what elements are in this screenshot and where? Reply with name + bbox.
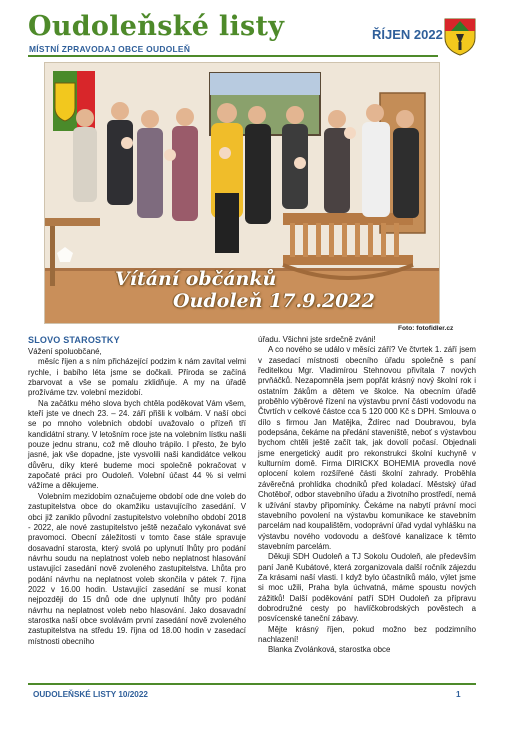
photo-caption-date: Oudoleň 17.9.2022 [173, 290, 375, 312]
village-coat-of-arms-icon [444, 18, 476, 56]
footer-divider [28, 683, 476, 685]
photo-caption-title: Vítání občánků [115, 268, 277, 290]
article-paragraph: A co nového se událo v měsíci září? Ve čtvrtek 1. září jsem v zasedací místnosti obecního úřadu společně s paní ředitelkou Mgr. Vladimírou Stehnovou přivítala 7 nových prvňáčků. Nezapomněla jsem popřát krásný nový školní rok i ostatním žákům a dětem ve školce. Na obecním úřadě proběhlo výběrové řízení na výstavbu první části vodovodu na Čtvrtích v celkové částce cca 5 120 000 Kč s DPH. Smlouva o dílo s firmou Jan Matějka, Ždírec nad Doubravou, byla podepsána, čekáme na předání staveniště, neboť s výstavbou bychom chtěli ještě začít tak, jak dovolí počasí. Objednali jsme energetický audit pro rekonstrukci školní kuchyně v kulturním domě. Firma DIRICKX BOHEMIA provedla nové oplocení kolem rozšířené části školní zahrady. Proběhla závěrečná prohlídka chodníků před koladací. Městský úřad Chotěboř, odbor stavebního úřadu a životního prostředí, nemá k užívání stavby připomínky. Čekáme na nabytí právní moci stavebního povolení na výstavbu komunikace ke stavebním parcelám nad koupalištěm, vodoprávní úřad vydal vyhlášku na výstavbu nového vodovodu a dešťové kanalizace k těmto stavebním parcelám. [258, 345, 477, 551]
article-paragraph: Mějte krásný říjen, pokud možno bez podzimního nachlazení! [258, 624, 476, 644]
article-column-right [258, 335, 476, 656]
newsletter-title: Oudoleňské listy [28, 11, 285, 42]
article-greeting: Vážení spoluobčané, [28, 347, 102, 356]
article-paragraph: úřadu. Všichni jste srdečně zváni! [258, 335, 376, 344]
newsletter-subtitle: MÍSTNÍ ZPRAVODAJ OBCE OUDOLEŇ [29, 44, 191, 54]
page-number: 1 [456, 690, 461, 699]
article-heading: SLOVO STAROSTKY [28, 335, 120, 345]
article-paragraph: Děkuji SDH Oudoleň a TJ Sokolu Oudoleň, ale především paní Janě Kubátové, která zorganizovala další ročník zájezdu Za krásami naší vlasti. I když bylo účastníků málo, výlet jsme si moc užili, Praha byla úchvatná, máme spoustu nových zážitků! Další poděkování patří SDH Oudoleň za přípravu dobrodružné cesty po havlíčkobrodských pověstech a posvícenské taneční zábavy. [258, 552, 476, 624]
article-paragraph: Volebním mezidobím označujeme období ode dne voleb do zastupitelstva obce do okamžiku ustavujícího zasedání. V obci již zaniklo původní zastupitelstvo volebního období 2018 - 2022, ale nové zastupitelstvo ještě nezačalo vykonávat své pravomoci. Obecní záležitosti v tomto čase stále spravuje dosavadní starosta, který svolá po uplynutí lhůty pro podání návrhu soudu na neplatnost voleb nebo neplatnost hlasování ustavující zasedání nově zvoleného zastupitelstva. Lhůta pro podání návrhu na neplatnost voleb skončila v pátek 7. října 2022 v 16.00 hodin. Ustavující zasedání se musí konat nejpozději do 15 dnů ode dne uplynutí lhůty pro podání návrhu na neplatnost voleb nebo hlasování. Jako dosavadní starostka naší obce svolávám první zasedání nově zvoleného zastupitelstva na středu 19. října od 18.00 hodin v zasedací místnosti obecního [28, 491, 246, 646]
photo-credit: Foto: fotofidler.cz [398, 325, 454, 332]
footer-issue-label: OUDOLEŇSKÉ LISTY 10/2022 [33, 690, 148, 699]
issue-date: ŘÍJEN 2022 [372, 27, 443, 42]
masthead-divider [28, 55, 438, 57]
article-paragraph: měsíc říjen a s ním přicházející podzim k nám zavítal velmi rychle, i babího léta jsme se dočkali. Příroda se začíná zbarvovat a vše se pomalu zklidňuje. A my na úřadě prožíváme tzv. volební mezidobí. [28, 357, 246, 398]
article-column-left [28, 335, 246, 647]
article-signature: Blanka Zvolánková, starostka obce [268, 645, 391, 655]
article-paragraph: Na začátku mého slova bych chtěla poděkovat Vám všem, kteří jste ve dnech 23. – 24. září přišli k volbám. V naší obci se po mnoho volebních období uvažovalo o přízeň tří kandidátní strany. V letošním roce jste na volebním lístku našli pouze jednu stranu, což mě dlouho trápilo. I přesto, že bylo jasné, jak vše dopadne, jste vysvolili naši kandidátce velkou důvěru, díky které budeme moci společně pokračovat v započaté práci pro Oudoleň. Volební účast 44 % si velmi vážíme a děkujeme. [28, 398, 246, 491]
